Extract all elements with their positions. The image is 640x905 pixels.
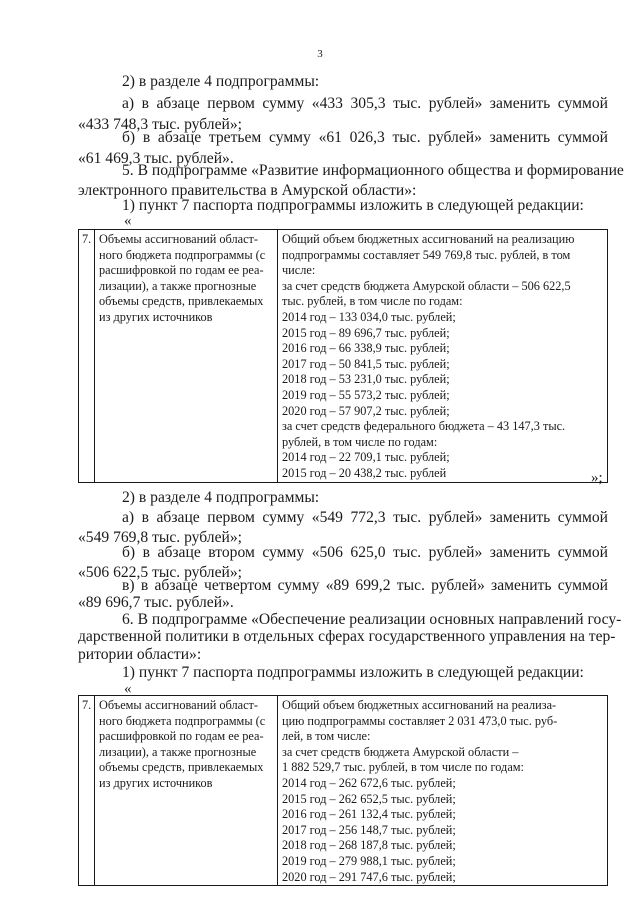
table-row [79, 230, 608, 483]
allocation-content [278, 230, 608, 483]
content-line: Общий объем бюджетных ассигнований на реализа- [282, 698, 557, 712]
text-line: «61 469,3 тыс. рублей». [78, 150, 234, 167]
text-line: 2) в разделе 4 подпрограммы: [122, 73, 320, 90]
content-line: тыс. рублей, в том числе по годам: [282, 294, 463, 309]
description-line: Объемы ассигнований област- [99, 232, 259, 246]
text-line: 6. В подпрограмме «Обеспечение реализации основных направлений госу- [122, 611, 622, 628]
text-line: дарственной политики в отдельных сферах государственного управления на тер- [78, 628, 616, 645]
description-line: расшифровкой по годам ее реа- [99, 263, 264, 278]
text-line: 1) пункт 7 паспорта подпрограммы изложить в следующей редакции: [122, 197, 584, 214]
content-line: цию подпрограммы составляет 2 031 473,0 тыс. руб- [282, 713, 558, 728]
text-line: 5. В подпрограмме «Развитие информационного общества и формирование [122, 162, 624, 179]
description-line: объемы средств, привлекаемых [99, 760, 264, 775]
text-line: 1) пункт 7 паспорта подпрограммы изложить в следующей редакции: [122, 664, 584, 681]
close-quote: »; [591, 470, 603, 486]
open-quote: « [124, 681, 132, 697]
content-line: числе: [282, 263, 316, 278]
content-line: 2020 год – 57 907,2 тыс. рублей; [282, 403, 450, 418]
description-line: лизации), а также прогнозные [99, 278, 257, 293]
text-line: б) в абзаце третьем сумму «61 026,3 тыс. рублей» заменить суммой [122, 129, 608, 146]
content-line: 2017 год – 256 148,7 тыс. рублей; [282, 822, 456, 837]
text-line: «433 748,3 тыс. рублей»; [78, 116, 242, 133]
text-line: 2) в разделе 4 подпрограммы: [122, 489, 320, 506]
text-line: б) в абзаце втором сумму «506 625,0 тыс. рублей» заменить суммой [122, 544, 608, 561]
open-quote: « [124, 213, 132, 229]
content-line: за счет средств бюджета Амурской области – 506 622,5 [282, 278, 571, 293]
text-line: ритории области»: [78, 646, 202, 663]
content-line: лей, в том числе: [282, 729, 371, 744]
text-line: «89 696,7 тыс. рублей». [78, 594, 234, 611]
text-line: электронного правительства в Амурской области»: [78, 182, 417, 199]
content-line: 2016 год – 66 338,9 тыс. рублей; [282, 341, 450, 356]
content-line: 2015 год – 262 652,5 тыс. рублей; [282, 791, 456, 806]
content-line: 1 882 529,7 тыс. рублей, в том числе по годам: [282, 760, 524, 775]
content-line: 2014 год – 133 034,0 тыс. рублей; [282, 309, 456, 324]
text-line: «549 769,8 тыс. рублей»; [78, 529, 242, 546]
description-line: из других источников [99, 775, 213, 790]
description-line: объемы средств, привлекаемых [99, 294, 264, 309]
content-line: рублей, в том числе по годам: [282, 434, 438, 449]
description-line: ного бюджета подпрограммы (с [99, 713, 266, 728]
content-line: 2014 год – 22 709,1 тыс. рублей; [282, 450, 450, 465]
allocation-description [95, 696, 278, 886]
content-line: 2020 год – 291 747,6 тыс. рублей; [282, 869, 456, 884]
description-line: из других источников [99, 309, 213, 324]
row-number: 7. [79, 230, 95, 483]
text-line: в) в абзаце четвертом сумму «89 699,2 тыс. рублей» заменить суммой [122, 577, 608, 594]
content-line: 2017 год – 50 841,5 тыс. рублей; [282, 356, 450, 371]
content-line: 2019 год – 55 573,2 тыс. рублей; [282, 387, 450, 402]
content-line: 2015 год – 89 696,7 тыс. рублей; [282, 325, 450, 340]
content-line: за счет средств бюджета Амурской области – [282, 744, 519, 759]
content-line: за счет средств федерального бюджета – 43 147,3 тыс. [282, 419, 566, 434]
content-line: 2014 год – 262 672,6 тыс. рублей; [282, 775, 456, 790]
content-line: 2018 год – 53 231,0 тыс. рублей; [282, 372, 450, 387]
text-line: «506 622,5 тыс. рублей»; [78, 564, 242, 581]
description-line: расшифровкой по годам ее реа- [99, 729, 264, 744]
description-line: ного бюджета подпрограммы (с [99, 247, 266, 262]
description-line: лизации), а также прогнозные [99, 744, 257, 759]
text-line: а) в абзаце первом сумму «549 772,3 тыс. рублей» заменить суммой [122, 509, 608, 526]
content-line: 2018 год – 268 187,8 тыс. рублей; [282, 838, 456, 853]
content-line: 2019 год – 279 988,1 тыс. рублей; [282, 853, 456, 868]
content-line: подпрограммы составляет 549 769,8 тыс. рублей, в том [282, 247, 571, 262]
passport-table-2 [78, 695, 608, 886]
allocation-content [278, 696, 608, 886]
passport-table-1 [78, 229, 608, 483]
allocation-description [95, 230, 278, 483]
text-line: а) в абзаце первом сумму «433 305,3 тыс. рублей» заменить суммой [122, 95, 608, 112]
page-number: 3 [317, 48, 323, 60]
content-line: Общий объем бюджетных ассигнований на реализацию [282, 232, 575, 246]
table-row [79, 696, 608, 886]
content-line: 2016 год – 261 132,4 тыс. рублей; [282, 807, 456, 822]
description-line: Объемы ассигнований област- [99, 698, 259, 712]
content-line: 2015 год – 20 438,2 тыс. рублей [282, 465, 447, 480]
row-number: 7. [79, 696, 95, 886]
